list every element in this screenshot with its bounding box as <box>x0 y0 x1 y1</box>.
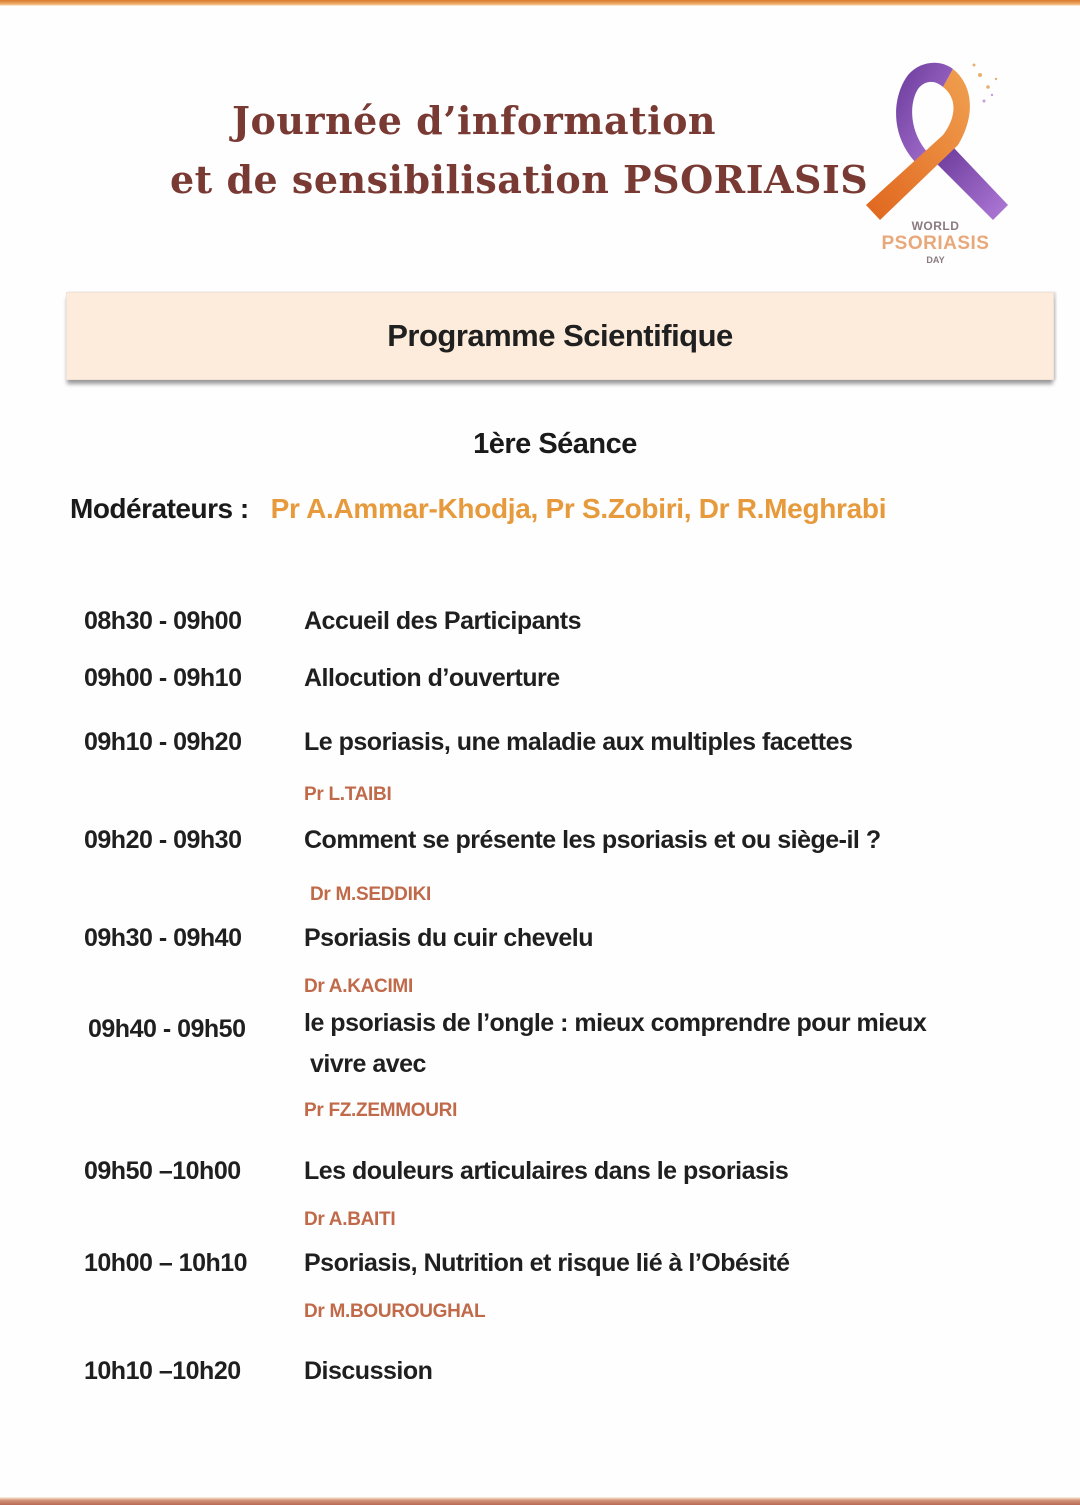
schedule-speaker: Dr M.SEDDIKI <box>310 884 431 905</box>
moderators-names: Pr A.Ammar-Khodja, Pr S.Zobiri, Dr R.Meghrabi <box>270 493 887 524</box>
schedule-topic: Psoriasis, Nutrition et risque lié à l’Obésité <box>304 1249 790 1277</box>
schedule-time: 10h00 – 10h10 <box>84 1249 248 1277</box>
awareness-ribbon-icon <box>858 55 1013 225</box>
schedule-topic: Discussion <box>304 1357 433 1385</box>
world-psoriasis-day-logo <box>858 55 1013 275</box>
bottom-border <box>0 1497 1080 1505</box>
schedule-time: 09h20 - 09h30 <box>84 826 242 854</box>
schedule-topic-continued: vivre avec <box>310 1050 426 1078</box>
schedule-time: 09h30 - 09h40 <box>84 924 242 952</box>
schedule-topic: Psoriasis du cuir chevelu <box>304 924 594 952</box>
schedule-time: 09h10 - 09h20 <box>84 728 242 756</box>
schedule-time: 09h50 –10h00 <box>84 1157 241 1185</box>
logo-world-text: WORLD <box>911 219 960 233</box>
moderators-line <box>70 493 886 525</box>
schedule-speaker: Pr L.TAIBI <box>304 784 392 805</box>
schedule-speaker: Dr A.BAITI <box>304 1209 396 1230</box>
moderators-label: Modérateurs : <box>70 493 249 524</box>
schedule-topic: Comment se présente les psoriasis et ou siège-il ? <box>304 826 881 854</box>
schedule-topic: Allocution d’ouverture <box>304 664 560 692</box>
logo-day-text: DAY <box>926 255 945 265</box>
event-title-line2: et de sensibilisation PSORIASIS <box>170 157 869 202</box>
session-title: 1ère Séance <box>473 428 637 460</box>
schedule-time: 08h30 - 09h00 <box>84 607 242 635</box>
schedule-speaker: Dr A.KACIMI <box>304 976 413 997</box>
top-border <box>0 0 1080 6</box>
programme-banner <box>66 292 1054 380</box>
schedule-speaker: Dr M.BOUROUGHAL <box>304 1301 486 1322</box>
schedule-speaker: Pr FZ.ZEMMOURI <box>304 1100 458 1121</box>
logo-psoriasis-text: PSORIASIS <box>881 233 990 254</box>
schedule-topic: Les douleurs articulaires dans le psoriasis <box>304 1157 789 1185</box>
programme-title: Programme Scientifique <box>387 318 733 353</box>
schedule-topic: Accueil des Participants <box>304 607 582 635</box>
schedule-topic: Le psoriasis, une maladie aux multiples facettes <box>304 728 853 756</box>
schedule-time: 09h00 - 09h10 <box>84 664 242 692</box>
schedule-time: 10h10 –10h20 <box>84 1357 241 1385</box>
schedule-topic: le psoriasis de l’ongle : mieux comprendre pour mieux <box>304 1009 927 1037</box>
schedule-time: 09h40 - 09h50 <box>88 1015 246 1043</box>
event-title-line1: Journée d’information <box>232 98 717 143</box>
